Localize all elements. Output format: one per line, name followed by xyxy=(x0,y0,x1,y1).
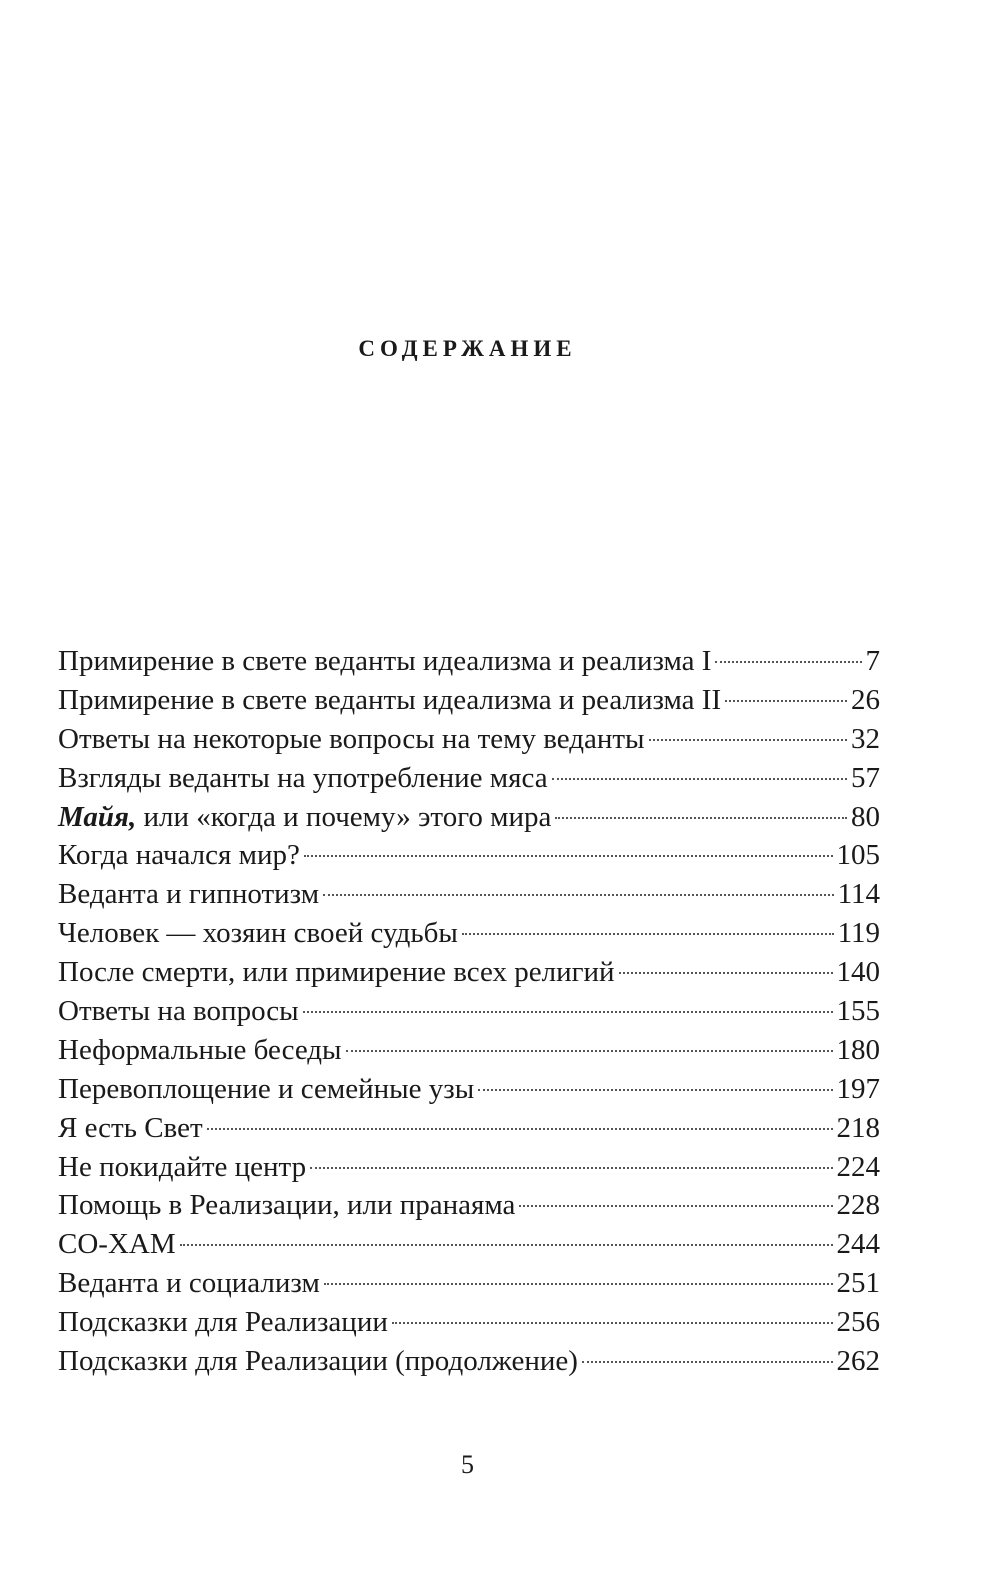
toc-entry-page: 244 xyxy=(836,1228,880,1261)
toc-entry-page: 32 xyxy=(851,722,880,755)
toc-entry-title: Подсказки для Реализации (продолжение) xyxy=(58,1345,578,1378)
page-title: содержание xyxy=(358,328,577,364)
toc-entry xyxy=(58,798,880,837)
dot-leader xyxy=(619,972,833,974)
toc-entry-title: После смерти, или примирение всех религий xyxy=(58,956,615,989)
dot-leader xyxy=(478,1089,832,1091)
toc-entry-page: 155 xyxy=(836,995,880,1028)
toc-entry xyxy=(58,1070,880,1109)
dot-leader xyxy=(462,933,834,935)
toc-entry-title: Перевоплощение и семейные узы xyxy=(58,1072,475,1105)
dot-leader xyxy=(323,894,834,896)
toc-entry-page: 256 xyxy=(836,1306,880,1339)
toc-entry-title: Ответы на вопросы xyxy=(58,995,299,1028)
toc-entry-title: Взгляды веданты на употребление мяса xyxy=(58,761,548,794)
toc-entry xyxy=(58,1031,880,1070)
toc-entry-title xyxy=(58,798,551,837)
dot-leader xyxy=(582,1361,833,1363)
dot-leader xyxy=(725,700,847,702)
toc-entry-title: Подсказки для Реализации xyxy=(58,1306,388,1339)
dot-leader xyxy=(555,817,847,819)
toc-entry-page: 57 xyxy=(851,761,880,794)
toc-entry-title: Помощь в Реализации, или пранаяма xyxy=(58,1189,516,1222)
toc-entry xyxy=(58,1148,880,1187)
toc-entry-page: 140 xyxy=(836,956,880,989)
toc-entry xyxy=(58,836,880,875)
dot-leader xyxy=(207,1128,833,1130)
toc-entry xyxy=(58,1109,880,1148)
dot-leader xyxy=(519,1205,832,1207)
dot-leader xyxy=(715,661,861,663)
dot-leader xyxy=(180,1244,833,1246)
toc-entry-title: Примирение в свете веданты идеализма и реализма II xyxy=(58,683,722,716)
toc-entry-title: Неформальные беседы xyxy=(58,1033,342,1066)
dot-leader xyxy=(310,1167,832,1169)
toc-entry-title: Когда начался мир? xyxy=(58,839,300,872)
toc-entry xyxy=(58,914,880,953)
toc-entry-page: 251 xyxy=(836,1267,880,1300)
toc-entry-page: 80 xyxy=(851,800,880,833)
toc-entry xyxy=(58,992,880,1031)
dot-leader xyxy=(303,1011,833,1013)
toc-entry xyxy=(58,1225,880,1264)
toc-entry xyxy=(58,1342,880,1381)
toc-entry-title-rest: или «когда и почему» этого мира xyxy=(136,800,552,833)
toc-entry-title: Человек — хозяин своей судьбы xyxy=(58,917,458,950)
dot-leader xyxy=(346,1050,833,1052)
toc-entry-title: Ответы на некоторые вопросы на тему веданты xyxy=(58,722,645,755)
toc-entry-page: 218 xyxy=(836,1111,880,1144)
toc-entry-title: Веданта и гипнотизм xyxy=(58,878,320,911)
dot-leader xyxy=(392,1322,833,1324)
toc-entry xyxy=(58,1264,880,1303)
toc-entry-title: СО-ХАМ xyxy=(58,1228,176,1261)
toc-entry-page: 7 xyxy=(865,645,880,677)
toc-entry xyxy=(58,642,880,681)
toc-entry-title-emphasis: Майя, xyxy=(58,800,137,833)
toc-entry-title: Веданта и социализм xyxy=(58,1267,320,1300)
dot-leader xyxy=(552,778,847,780)
toc-entry-title: Не покидайте центр xyxy=(58,1150,307,1183)
dot-leader xyxy=(324,1283,833,1285)
toc-entry-page: 228 xyxy=(836,1189,880,1222)
toc-entry-page: 224 xyxy=(836,1150,880,1183)
toc-entry xyxy=(58,720,880,759)
toc-entry-page: 114 xyxy=(837,878,880,911)
toc-entry xyxy=(58,1303,880,1342)
table-of-contents xyxy=(58,642,880,1381)
toc-entry-page: 26 xyxy=(851,683,880,716)
toc-entry xyxy=(58,953,880,992)
toc-entry xyxy=(58,1186,880,1225)
toc-entry-title: Примирение в свете веданты идеализма и реализма I xyxy=(58,645,712,677)
toc-entry xyxy=(58,875,880,914)
toc-entry-title: Я есть Свет xyxy=(58,1111,203,1144)
toc-entry-page: 262 xyxy=(836,1345,880,1378)
toc-entry-page: 180 xyxy=(836,1033,880,1066)
toc-entry-page: 105 xyxy=(836,839,880,872)
toc-entry xyxy=(58,759,880,798)
dot-leader xyxy=(649,739,847,741)
toc-entry-page: 119 xyxy=(837,917,880,950)
page-number: 5 xyxy=(461,1450,474,1479)
dot-leader xyxy=(304,855,833,857)
toc-entry xyxy=(58,681,880,720)
toc-entry-page: 197 xyxy=(836,1072,880,1105)
